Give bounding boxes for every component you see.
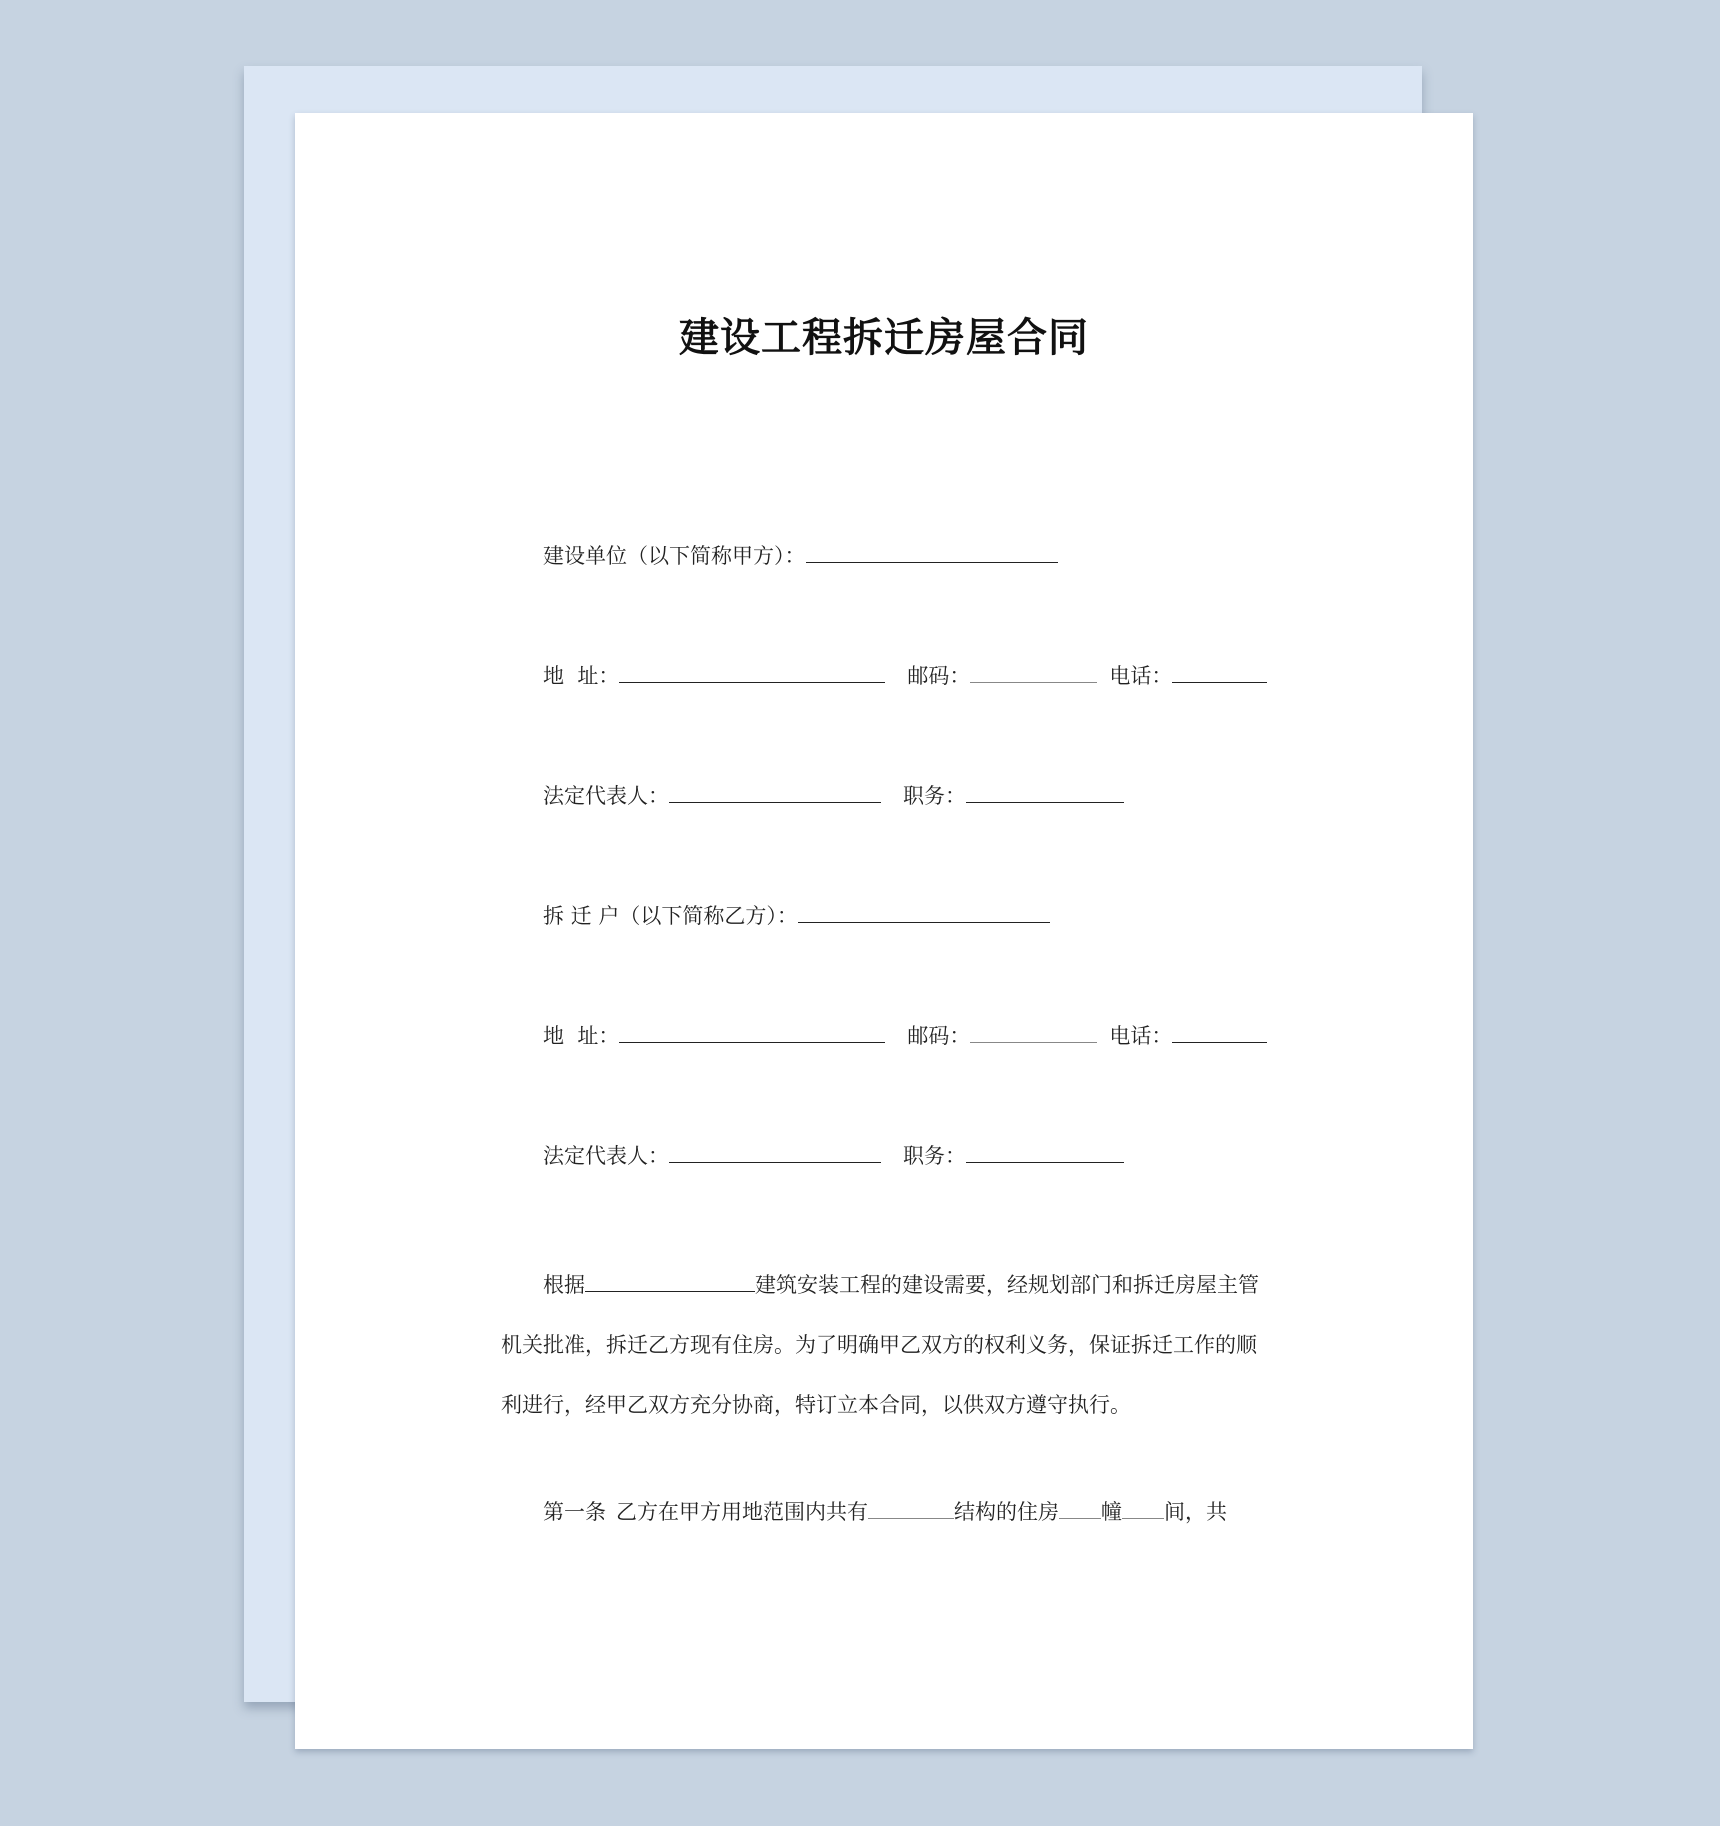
party-a-address-label: 地 址： [543,664,620,688]
party-a-position-label: 职务： [903,784,966,808]
party-b-name-blank[interactable] [798,904,1050,923]
party-a-rep-label: 法定代表人： [543,784,669,808]
preamble-text-rest: 建筑安装工程的建设需要，经规划部门和拆迁房屋主管机关批准，拆迁乙方现有住房。为了明确甲乙双方的权利义务，保证拆迁工作的顺利进行，经甲乙双方充分协商，特订立本合同，以供双方遵守执行。 [501,1273,1259,1417]
party-b-rep-blank[interactable] [669,1144,881,1163]
party-b-postcode-blank[interactable] [970,1024,1097,1043]
party-b-address-label: 地 址： [543,1024,620,1048]
party-a-rep-blank[interactable] [669,784,881,803]
article-1-text-4: 间，共 [1164,1500,1227,1524]
structure-type-blank[interactable] [868,1500,954,1519]
party-a-phone-label: 电话： [1109,664,1173,688]
article-1-row [543,1496,1227,1526]
party-b-address-blank[interactable] [619,1024,885,1043]
document-title: 建设工程拆迁房屋合同 [679,315,1089,361]
party-a-rep-row [543,780,1124,810]
party-a-label: 建设单位（以下简称甲方）： [543,544,806,568]
party-a-name-blank[interactable] [806,544,1058,563]
article-1-label: 第一条 [543,1500,606,1524]
party-b-row [543,900,1050,930]
party-b-phone-blank[interactable] [1172,1024,1267,1043]
party-b-position-label: 职务： [903,1144,966,1168]
article-1-text-1: 乙方在甲方用地范围内共有 [616,1500,868,1524]
party-b-rep-row [543,1140,1124,1170]
party-b-label: 拆 迁 户（以下简称乙方）： [543,904,798,928]
article-1-text-3: 幢 [1101,1500,1122,1524]
building-count-blank[interactable] [1059,1500,1101,1519]
party-a-phone-blank[interactable] [1172,664,1267,683]
preamble-paragraph [501,1255,1269,1435]
party-b-phone-label: 电话： [1109,1024,1173,1048]
preamble-text-start: 根据 [543,1273,585,1297]
party-a-address-row [543,660,1267,690]
party-b-position-blank[interactable] [966,1144,1124,1163]
party-a-position-blank[interactable] [966,784,1124,803]
project-name-blank[interactable] [585,1275,755,1292]
party-b-postcode-label: 邮码： [907,1024,971,1048]
party-a-row [543,540,1058,570]
article-1-text-2: 结构的住房 [954,1500,1059,1524]
document-page [295,113,1473,1749]
party-a-postcode-label: 邮码： [907,664,971,688]
party-b-rep-label: 法定代表人： [543,1144,669,1168]
party-a-postcode-blank[interactable] [970,664,1097,683]
party-a-address-blank[interactable] [619,664,885,683]
party-b-address-row [543,1020,1267,1050]
room-count-blank[interactable] [1122,1500,1164,1519]
